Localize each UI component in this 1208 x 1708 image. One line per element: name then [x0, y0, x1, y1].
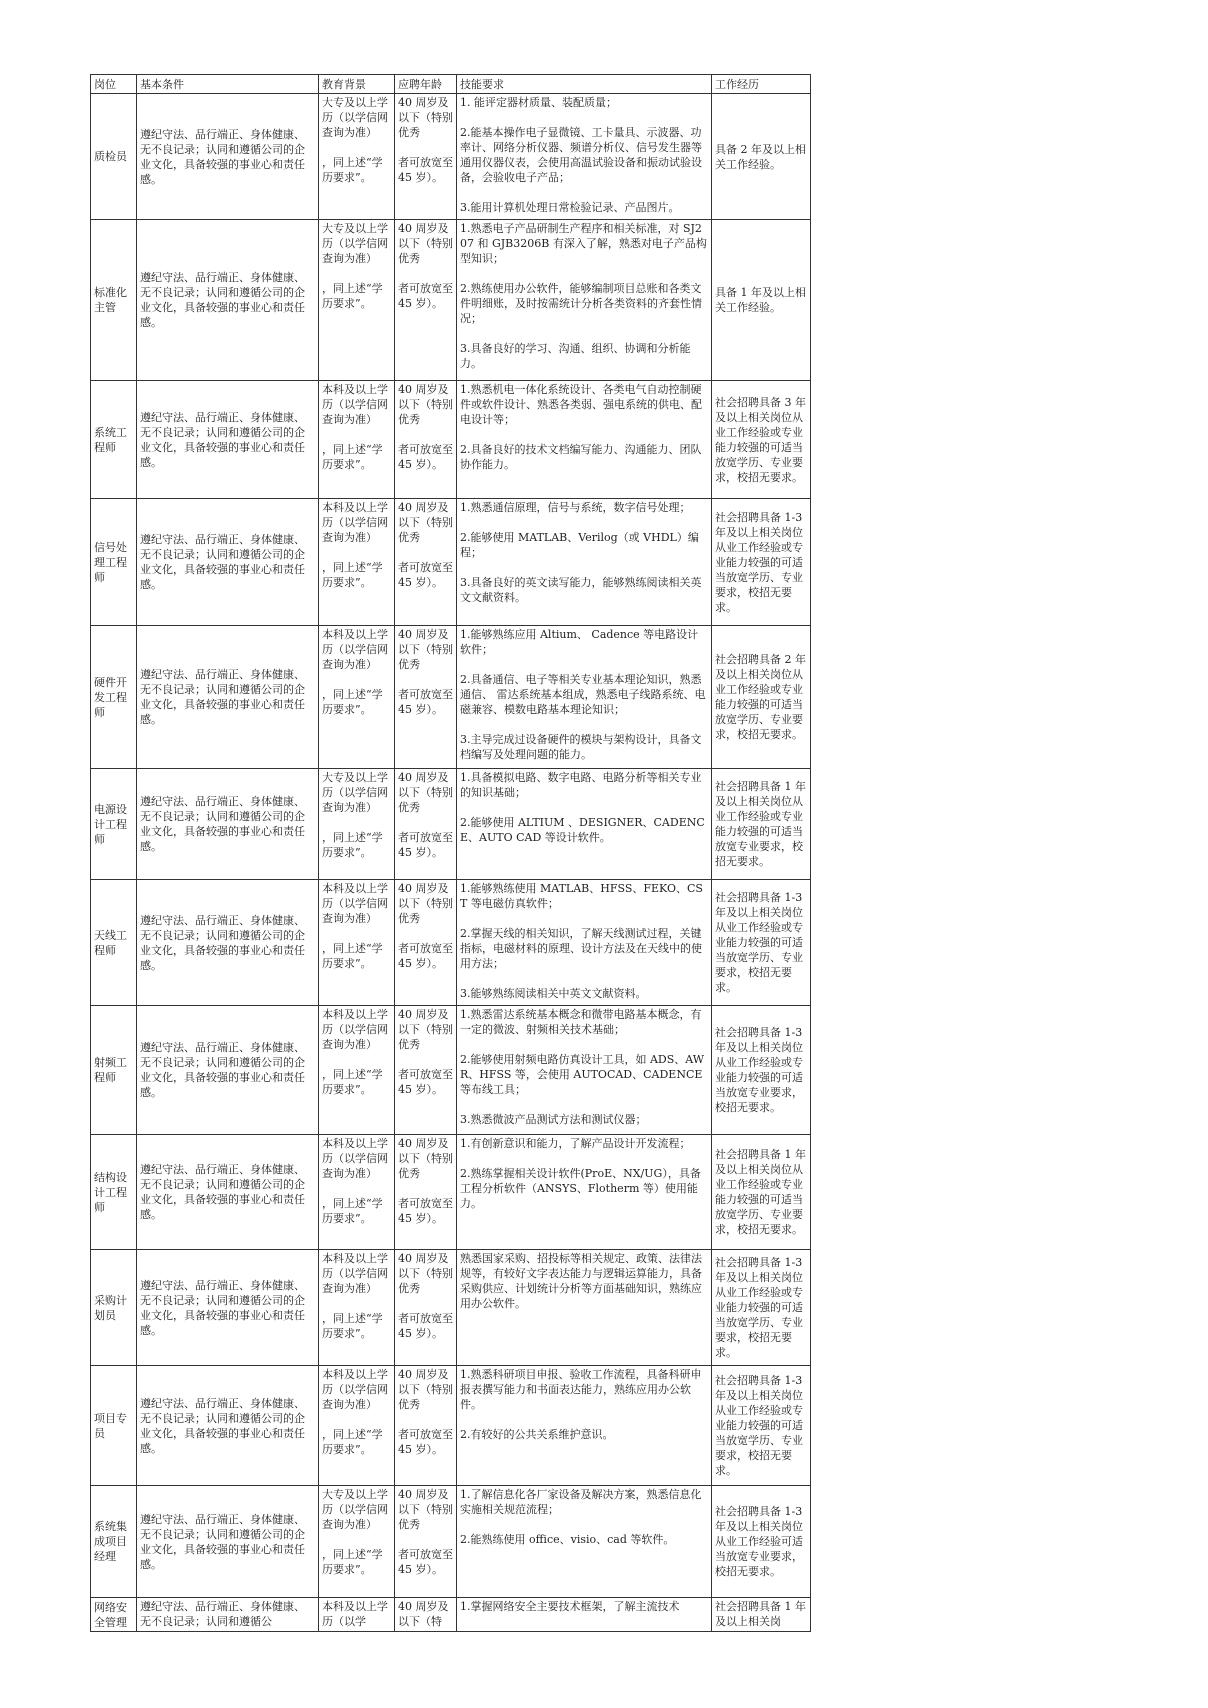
education-requirement: [319, 381, 395, 499]
header-skills: 技能要求: [457, 75, 712, 94]
skill-item: 2.掌握天线的相关知识，了解天线测试过程，关键指标，电磁材料的原理、设计方法及在天线中的使用方法；: [460, 927, 702, 970]
work-experience: 社会招聘具备 3 年及以上相关岗位从业工作经验或专业能力较强的可适当放宽学历、专业要求，校招无要求。: [712, 381, 811, 499]
post-name: 标准化主管: [91, 220, 137, 381]
skill-requirements: [457, 1486, 712, 1598]
skill-requirements: [457, 1006, 712, 1135]
skill-item: 熟悉国家采购、招投标等相关规定、政策、法律法规等，有较好文字表达能力与逻辑运算能力，具备采购供应、计划统计分析等方面基础知识，熟练应用办公软件。: [460, 1252, 702, 1310]
basic-condition: 遵纪守法、品行端正、身体健康、无不良记录；认同和遵循公司的企业文化，具备较强的事业心和责任感。: [137, 499, 319, 626]
work-experience: 具备 2 年及以上相关工作经验。: [712, 94, 811, 220]
table-row: [91, 381, 811, 499]
skill-requirements: [457, 880, 712, 1006]
education-requirement: [319, 1006, 395, 1135]
education-note: ，同上述“学历要求”。: [322, 688, 383, 716]
education-requirement: [319, 1135, 395, 1250]
work-experience: 社会招聘具备 1 年及以上相关岗: [712, 1598, 811, 1632]
age-note: 者可放宽至 45 岁）。: [398, 831, 453, 859]
age-text: 40 周岁及以下（特别优秀: [398, 222, 453, 265]
skill-requirements: [457, 1135, 712, 1250]
education-text: 本科及以上学历（以学信网查询为准）: [322, 1137, 388, 1180]
education-text: 本科及以上学历（以学信网查询为准）: [322, 628, 388, 671]
post-name: 结构设计工程师: [91, 1135, 137, 1250]
skill-item: 2.具备通信、电子等相关专业基本理论知识，熟悉通信、 雷达系统基本组成，熟悉电子线路系统、电磁兼容、模数电路基本理论知识；: [460, 673, 706, 716]
basic-condition: 遵纪守法、品行端正、身体健康、无不良记录；认同和遵循公司的企业文化，具备较强的事业心和责任感。: [137, 1486, 319, 1598]
skill-item: 1.熟悉雷达系统基本概念和微带电路基本概念，有一定的微波、射频相关技术基础；: [460, 1008, 702, 1036]
age-text: 40 周岁及以下（特别优秀: [398, 501, 453, 544]
work-experience: 社会招聘具备 1-3 年及以上相关岗位从业工作经验或专业能力较强的可适当放宽学历、专业要求，校招无要求。: [712, 1366, 811, 1486]
education-requirement: [319, 626, 395, 769]
skill-item: 2.能基本操作电子显微镜、工卡量具、示波器、功率计、网络分析仪器、频谱分析仪、信号发生器等通用仪器仪表，会使用高温试验设备和振动试验设备，会验收电子产品；: [460, 126, 702, 184]
skill-item: 1.熟悉机电一体化系统设计、各类电气自动控制硬件或软件设计、熟悉各类弱、强电系统的供电、配电设计等；: [460, 383, 702, 426]
basic-condition: 遵纪守法、品行端正、身体健康、无不良记录；认同和遵循公司的企业文化，具备较强的事业心和责任感。: [137, 1250, 319, 1366]
skill-requirements: [457, 1366, 712, 1486]
skill-item: 1.能够熟练应用 Altium、 Cadence 等电路设计软件；: [460, 628, 699, 656]
basic-condition: 遵纪守法、品行端正、身体健康、无不良记录；认同和遵循公司的企业文化，具备较强的事业心和责任感。: [137, 94, 319, 220]
skill-item: 2.能够使用 ALTIUM 、DESIGNER、CADENCE、AUTO CAD 等设计软件。: [460, 816, 705, 844]
skill-item: 3.熟悉微波产品测试方法和测试仪器；: [460, 1113, 647, 1126]
post-name: 质检员: [91, 94, 137, 220]
skill-item: 1.熟悉电子产品研制生产程序和相关标准，对 SJ207 和 GJB3206B 有深入了解，熟悉对电子产品构型知识；: [460, 222, 707, 265]
table-row: [91, 626, 811, 769]
table-row: [91, 1135, 811, 1250]
education-text: 本科及以上学历（以学信网查询为准）: [322, 1008, 388, 1051]
work-experience: 具备 1 年及以上相关工作经验。: [712, 220, 811, 381]
table-row: [91, 1486, 811, 1598]
post-name: 信号处理工程师: [91, 499, 137, 626]
skill-item: 2.能够使用射频电路仿真设计工具，如 ADS、AWR、HFSS 等，会使用 AUTOCAD、CADENCE 等布线工具；: [460, 1053, 705, 1096]
age-note: 者可放宽至 45 岁）。: [398, 282, 453, 310]
table-row: [91, 1366, 811, 1486]
education-note: ，同上述“学历要求”。: [322, 1312, 383, 1340]
age-requirement: [395, 1250, 457, 1366]
skill-item: 2.能够使用 MATLAB、Verilog（或 VHDL）编程；: [460, 531, 699, 559]
header-age: 应聘年龄: [395, 75, 457, 94]
age-text: 40 周岁及以下（特别优秀: [398, 1137, 453, 1180]
education-note: ，同上述“学历要求”。: [322, 156, 383, 184]
table-row: [91, 769, 811, 880]
basic-condition: 遵纪守法、品行端正、身体健康、无不良记录；认同和遵循公司的企业文化，具备较强的事业心和责任感。: [137, 220, 319, 381]
header-experience: 工作经历: [712, 75, 811, 94]
basic-condition: 遵纪守法、品行端正、身体健康、无不良记录；认同和遵循公司的企业文化，具备较强的事业心和责任感。: [137, 381, 319, 499]
table-row: [91, 1598, 811, 1632]
age-text: 40 周岁及以下（特别优秀: [398, 1252, 453, 1295]
work-experience: 社会招聘具备 1-3 年及以上相关岗位从业工作经验或专业能力较强的可适当放宽学历、专业要求，校招无要求。: [712, 1250, 811, 1366]
basic-condition: 遵纪守法、品行端正、身体健康、无不良记录；认同和遵循公司的企业文化，具备较强的事业心和责任感。: [137, 1366, 319, 1486]
post-name: 硬件开发工程师: [91, 626, 137, 769]
education-text: 本科及以上学历（以学信网查询为准）: [322, 1252, 388, 1295]
age-note: 者可放宽至 45 岁）。: [398, 1197, 453, 1225]
skill-requirements: [457, 1250, 712, 1366]
education-requirement: [319, 94, 395, 220]
education-requirement: [319, 1366, 395, 1486]
header-education: 教育背景: [319, 75, 395, 94]
basic-condition: 遵纪守法、品行端正、身体健康、无不良记录；认同和遵循公司的企业文化，具备较强的事业心和责任感。: [137, 1135, 319, 1250]
age-requirement: [395, 1135, 457, 1250]
work-experience: 社会招聘具备 1-3 年及以上相关岗位从业工作经验可适当放宽专业要求，校招无要求。: [712, 1486, 811, 1598]
age-note: 者可放宽至 45 岁）。: [398, 561, 453, 589]
skill-requirements: [457, 220, 712, 381]
work-experience: 社会招聘具备 1-3 年及以上相关岗位从业工作经验或专业能力较强的可适当放宽学历、专业要求，校招无要求。: [712, 880, 811, 1006]
education-note: ，同上述“学历要求”。: [322, 1068, 383, 1096]
header-post: 岗位: [91, 75, 137, 94]
education-text: 大专及以上学历（以学信网查询为准）: [322, 771, 388, 814]
skill-requirements: [457, 94, 712, 220]
post-name: 天线工程师: [91, 880, 137, 1006]
basic-condition: 遵纪守法、品行端正、身体健康、无不良记录；认同和遵循公司的企业文化，具备较强的事业心和责任感。: [137, 626, 319, 769]
age-requirement: [395, 499, 457, 626]
age-note: 者可放宽至 45 岁）。: [398, 156, 453, 184]
post-name: 电源设计工程师: [91, 769, 137, 880]
education-note: ，同上述“学历要求”。: [322, 561, 383, 589]
age-requirement: [395, 381, 457, 499]
age-requirement: [395, 220, 457, 381]
table-header-row: [91, 75, 811, 94]
table-row: [91, 1250, 811, 1366]
education-note: ，同上述“学历要求”。: [322, 443, 383, 471]
table-row: [91, 880, 811, 1006]
skill-item: 2.有较好的公共关系维护意识。: [460, 1428, 614, 1441]
skill-item: 1. 能评定器材质量、装配质量；: [460, 96, 617, 109]
work-experience: 社会招聘具备 1-3 年及以上相关岗位从业工作经验或专业能力较强的可适当放宽学历、专业要求，校招无要求。: [712, 499, 811, 626]
work-experience: 社会招聘具备 1 年及以上相关岗位从业工作经验或专业能力较强的可适当放宽专业要求，校招无要求。: [712, 769, 811, 880]
recruitment-table: [90, 74, 811, 1632]
basic-condition: 遵纪守法、品行端正、身体健康、无不良记录；认同和遵循公司的企业文化，具备较强的事业心和责任感。: [137, 880, 319, 1006]
skill-requirements: [457, 499, 712, 626]
skill-requirements: [457, 381, 712, 499]
education-requirement: [319, 499, 395, 626]
education-text: 本科及以上学历（以学信网查询为准）: [322, 1368, 388, 1411]
work-experience: 社会招聘具备 1 年及以上相关岗位从业工作经验或专业能力较强的可适当放宽学历、专业要求，校招无要求。: [712, 1135, 811, 1250]
skill-item: 1.了解信息化各厂家设备及解决方案，熟悉信息化实施相关规范流程；: [460, 1488, 702, 1516]
post-name: 射频工程师: [91, 1006, 137, 1135]
education-note: ，同上述“学历要求”。: [322, 942, 383, 970]
age-requirement: [395, 1486, 457, 1598]
basic-condition: 遵纪守法、品行端正、身体健康、无不良记录；认同和遵循公司的企业文化，具备较强的事业心和责任感。: [137, 769, 319, 880]
work-experience: 社会招聘具备 1-3 年及以上相关岗位从业工作经验或专业能力较强的可适当放宽专业要求，校招无要求。: [712, 1006, 811, 1135]
education-text: 本科及以上学历（以学信网查询为准）: [322, 383, 388, 426]
age-text: 40 周岁及以下（特别优秀: [398, 771, 453, 814]
skill-requirements: 1.掌握网络安全主要技术框架，了解主流技术: [457, 1598, 712, 1632]
post-name: 项目专员: [91, 1366, 137, 1486]
age-note: 者可放宽至 45 岁）。: [398, 1068, 453, 1096]
basic-condition: 遵纪守法、品行端正、身体健康、无不良记录；认同和遵循公司的企业文化，具备较强的事业心和责任感。: [137, 1006, 319, 1135]
education-text: 大专及以上学历（以学信网查询为准）: [322, 222, 388, 265]
skill-item: 1.有创新意识和能力，了解产品设计开发流程；: [460, 1137, 691, 1150]
table-row: [91, 499, 811, 626]
skill-item: 3.主导完成过设备硬件的模块与架构设计，具备文档编写及处理问题的能力。: [460, 733, 702, 761]
age-text: 40 周岁及以下（特别优秀: [398, 1008, 453, 1051]
skill-item: 1.熟悉通信原理，信号与系统，数字信号处理；: [460, 501, 691, 514]
age-text: 40 周岁及以下（特别优秀: [398, 96, 453, 139]
skill-item: 1.具备模拟电路、数字电路、电路分析等相关专业的知识基础；: [460, 771, 702, 799]
education-note: ，同上述“学历要求”。: [322, 1197, 383, 1225]
education-requirement: [319, 769, 395, 880]
education-note: ，同上述“学历要求”。: [322, 831, 383, 859]
education-text: 本科及以上学历（以学信网查询为准）: [322, 501, 388, 544]
table-row: [91, 94, 811, 220]
skill-item: 3.具备良好的学习、沟通、组织、协调和分析能力。: [460, 342, 691, 370]
skill-item: 3.能够熟练阅读相关中英文文献资料。: [460, 987, 647, 1000]
skill-item: 2.熟练掌握相关设计软件(ProE、NX/UG），具备工程分析软件（ANSYS、Flotherm 等）使用能力。: [460, 1167, 701, 1210]
age-text: 40 周岁及以下（特别优秀: [398, 628, 453, 671]
age-requirement: [395, 626, 457, 769]
skill-item: 2.能熟练使用 office、visio、cad 等软件。: [460, 1533, 675, 1546]
post-name: 网络安全管理: [91, 1598, 137, 1632]
age-requirement: [395, 880, 457, 1006]
skill-item: 2.具备良好的技术文档编写能力、沟通能力、团队协作能力。: [460, 443, 702, 471]
age-text: 40 周岁及以下（特别优秀: [398, 882, 453, 925]
education-note: ，同上述“学历要求”。: [322, 1548, 383, 1576]
age-note: 者可放宽至 45 岁）。: [398, 1548, 453, 1576]
education-note: ，同上述“学历要求”。: [322, 1428, 383, 1456]
skill-item: 3.具备良好的英文读写能力，能够熟练阅读相关英文文献资料。: [460, 576, 702, 604]
table-row: [91, 1006, 811, 1135]
skill-requirements: [457, 769, 712, 880]
education-text: 本科及以上学历（以学信网查询为准）: [322, 882, 388, 925]
post-name: 系统工程师: [91, 381, 137, 499]
table-row: [91, 220, 811, 381]
work-experience: 社会招聘具备 2 年及以上相关岗位从业工作经验或专业能力较强的可适当放宽学历、专业要求，校招无要求。: [712, 626, 811, 769]
age-text: 40 周岁及以下（特别优秀: [398, 1488, 453, 1531]
skill-item: 3.能用计算机处理日常检验记录、产品图片。: [460, 201, 680, 214]
education-requirement: [319, 1250, 395, 1366]
age-note: 者可放宽至 45 岁）。: [398, 443, 453, 471]
age-text: 40 周岁及以下（特别优秀: [398, 383, 453, 426]
education-requirement: [319, 880, 395, 1006]
education-note: ，同上述“学历要求”。: [322, 282, 383, 310]
age-requirement: [395, 1366, 457, 1486]
age-requirement: [395, 94, 457, 220]
age-text: 40 周岁及以下（特别优秀: [398, 1368, 453, 1411]
header-basic-condition: 基本条件: [137, 75, 319, 94]
post-name: 采购计划员: [91, 1250, 137, 1366]
skill-item: 2.熟练使用办公软件，能够编制项目总账和各类文件明细账，及时按需统计分析各类资料的齐套性情况；: [460, 282, 702, 325]
age-requirement: [395, 769, 457, 880]
basic-condition: 遵纪守法、品行端正、身体健康、无不良记录；认同和遵循公: [137, 1598, 319, 1632]
age-requirement: [395, 1006, 457, 1135]
education-text: 大专及以上学历（以学信网查询为准）: [322, 96, 388, 139]
age-note: 者可放宽至 45 岁）。: [398, 688, 453, 716]
post-name: 系统集成项目经理: [91, 1486, 137, 1598]
skill-item: 1.能够熟练使用 MATLAB、HFSS、FEKO、CST 等电磁仿真软件；: [460, 882, 703, 910]
skill-requirements: [457, 626, 712, 769]
education-requirement: [319, 1486, 395, 1598]
age-note: 者可放宽至 45 岁）。: [398, 942, 453, 970]
age-requirement: 40 周岁及以下（特: [395, 1598, 457, 1632]
education-text: 大专及以上学历（以学信网查询为准）: [322, 1488, 388, 1531]
education-requirement: [319, 220, 395, 381]
education-requirement: 本科及以上学历（以学: [319, 1598, 395, 1632]
age-note: 者可放宽至 45 岁）。: [398, 1312, 453, 1340]
age-note: 者可放宽至 45 岁）。: [398, 1428, 453, 1456]
skill-item: 1.熟悉科研项目申报、验收工作流程，具备科研申报表撰写能力和书面表达能力，熟练应用办公软件。: [460, 1368, 702, 1411]
